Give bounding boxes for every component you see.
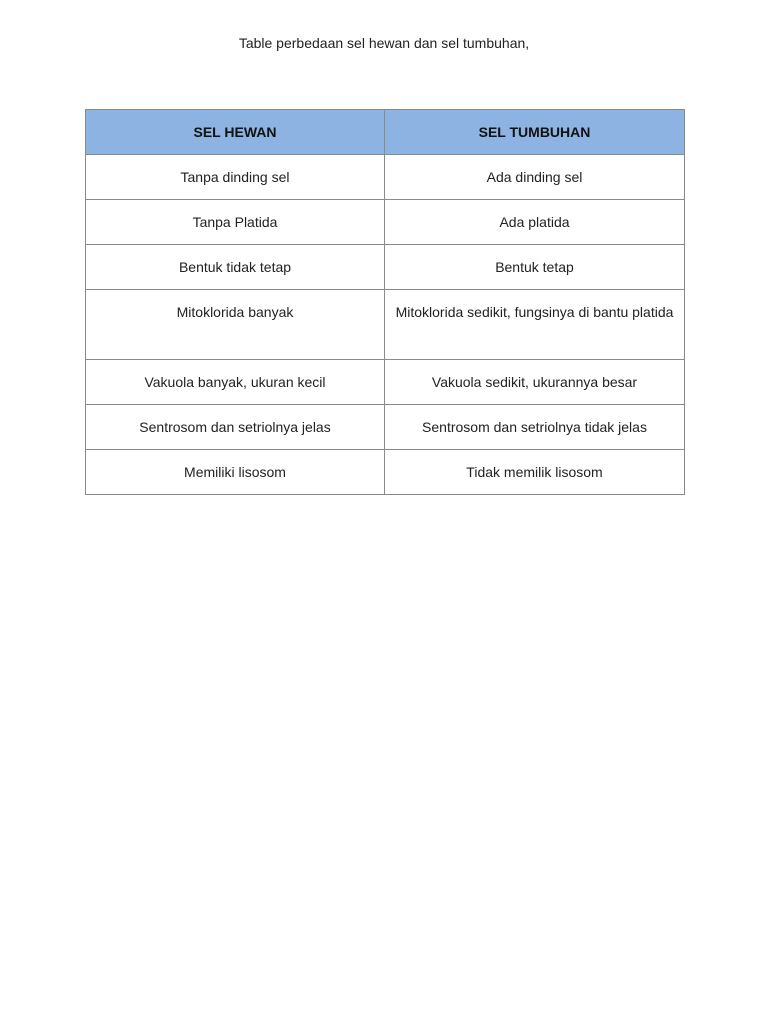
cell-sel-tumbuhan: Sentrosom dan setriolnya tidak jelas: [385, 405, 685, 450]
table-row: [86, 155, 685, 200]
comparison-table: [85, 109, 685, 495]
table-header-row: [86, 110, 685, 155]
cell-sel-hewan: Vakuola banyak, ukuran kecil: [86, 360, 385, 405]
table-row: [86, 245, 685, 290]
header-sel-tumbuhan: SEL TUMBUHAN: [385, 110, 685, 155]
cell-sel-hewan: Bentuk tidak tetap: [86, 245, 385, 290]
cell-sel-hewan: Memiliki lisosom: [86, 450, 385, 495]
cell-sel-tumbuhan: Vakuola sedikit, ukurannya besar: [385, 360, 685, 405]
page-title: Table perbedaan sel hewan dan sel tumbuhan,: [238, 35, 530, 51]
cell-sel-tumbuhan: Tidak memilik lisosom: [385, 450, 685, 495]
cell-sel-tumbuhan: Mitoklorida sedikit, fungsinya di bantu platida: [385, 290, 685, 360]
table-row: [86, 405, 685, 450]
header-sel-hewan: SEL HEWAN: [86, 110, 385, 155]
cell-sel-hewan: Tanpa Platida: [86, 200, 385, 245]
cell-sel-tumbuhan: Ada platida: [385, 200, 685, 245]
cell-sel-hewan: Mitoklorida banyak: [86, 290, 385, 360]
cell-sel-hewan: Sentrosom dan setriolnya jelas: [86, 405, 385, 450]
cell-sel-tumbuhan: Ada dinding sel: [385, 155, 685, 200]
cell-sel-tumbuhan: Bentuk tetap: [385, 245, 685, 290]
cell-sel-hewan: Tanpa dinding sel: [86, 155, 385, 200]
table-row: [86, 360, 685, 405]
table-row: [86, 450, 685, 495]
table-row: [86, 200, 685, 245]
table-row: [86, 290, 685, 360]
